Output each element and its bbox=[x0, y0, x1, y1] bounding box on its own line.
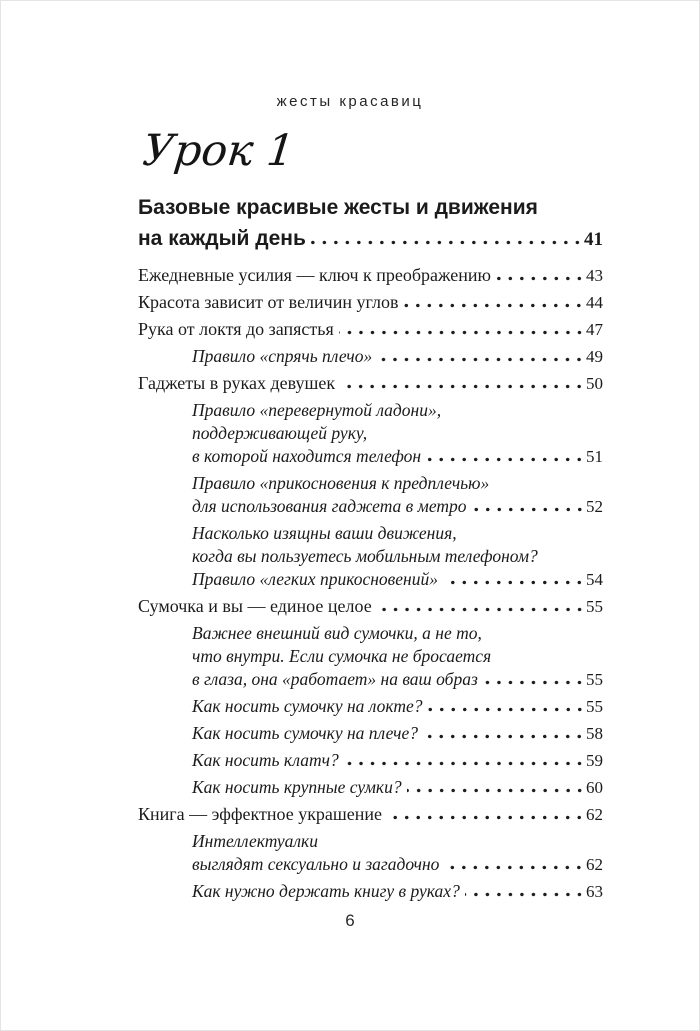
dot-leader bbox=[428, 707, 586, 712]
toc-entry bbox=[138, 264, 603, 287]
dot-leader bbox=[496, 276, 585, 281]
toc-entry-row bbox=[192, 695, 603, 718]
toc-entry-row bbox=[138, 223, 603, 255]
toc-entry-line: поддерживающей руку, bbox=[192, 423, 368, 443]
toc-entry bbox=[138, 318, 603, 341]
toc-entry-page: 59 bbox=[586, 751, 603, 770]
toc-entry-row bbox=[192, 853, 603, 876]
toc-entry-line: Правило «перевернутой ладони», bbox=[192, 400, 442, 420]
toc-entry-row bbox=[138, 318, 603, 341]
toc-entry-page: 63 bbox=[586, 882, 603, 901]
toc-entry-title: в которой находится телефон bbox=[192, 446, 422, 466]
toc-entry bbox=[138, 776, 603, 799]
lesson-heading: Урок 1 bbox=[140, 126, 297, 176]
toc-entry-page: 55 bbox=[586, 697, 603, 716]
toc-entry-title: Сумочка и вы — единое целое bbox=[138, 596, 372, 616]
dot-leader bbox=[443, 580, 585, 585]
toc-entry-title: Как носить сумочку на плече? bbox=[192, 723, 419, 743]
toc-entry-page: 41 bbox=[584, 229, 603, 250]
toc-entry-line: Правило «прикосновения к предплечью» bbox=[192, 473, 490, 493]
toc-entry-row bbox=[192, 776, 603, 799]
toc-entry-title: для использования гаджета в метро bbox=[192, 496, 467, 516]
toc-entry-page: 55 bbox=[586, 597, 603, 616]
toc-entry-row bbox=[192, 722, 603, 745]
dot-leader bbox=[339, 330, 585, 335]
toc-entry-title: выглядят сексуально и загадочно bbox=[192, 854, 440, 874]
toc-entry-title: в глаза, она «работает» на ваш образ bbox=[192, 669, 478, 689]
toc-entry-row bbox=[138, 803, 603, 826]
dot-leader bbox=[483, 680, 585, 685]
dot-leader bbox=[426, 457, 585, 462]
toc-entry bbox=[138, 472, 603, 518]
toc-entry-row bbox=[192, 880, 603, 903]
toc-entry-title: Рука от локтя до запястья bbox=[138, 319, 334, 339]
toc-entry-page: 62 bbox=[586, 855, 603, 874]
toc-entry bbox=[138, 399, 603, 468]
toc-entry-row bbox=[192, 345, 603, 368]
dot-leader bbox=[311, 240, 583, 245]
toc-entry-row bbox=[192, 568, 603, 591]
toc-entry-title: Как носить клатч? bbox=[192, 750, 339, 770]
dot-leader bbox=[387, 815, 585, 820]
toc-entry-page: 49 bbox=[586, 347, 603, 366]
toc-entry-title: Правило «легких прикосновений» bbox=[192, 569, 438, 589]
toc-entry-title: Ежедневные усилия — ключ к преображению bbox=[138, 265, 491, 285]
toc-entry-row bbox=[138, 595, 603, 618]
toc-entry bbox=[138, 192, 603, 255]
toc-entry-page: 44 bbox=[586, 293, 603, 312]
toc-entry-title: Правило «спрячь плечо» bbox=[192, 346, 373, 366]
toc-entry-line: когда вы пользуетесь мобильным телефоном? bbox=[192, 546, 538, 566]
toc-entry-page: 62 bbox=[586, 805, 603, 824]
toc-entry-page: 55 bbox=[586, 670, 603, 689]
toc-entry-line: Интеллектуалки bbox=[192, 831, 318, 851]
toc-entry-line: Насколько изящны ваши движения, bbox=[192, 523, 457, 543]
dot-leader bbox=[344, 761, 585, 766]
dot-leader bbox=[407, 788, 585, 793]
toc-entry bbox=[138, 291, 603, 314]
toc-entry-row bbox=[138, 264, 603, 287]
toc-entry bbox=[138, 880, 603, 903]
toc-entry bbox=[138, 830, 603, 876]
toc-entry-row bbox=[192, 668, 603, 691]
toc-entry-row bbox=[192, 495, 603, 518]
toc-entry bbox=[138, 695, 603, 718]
toc-entry-row bbox=[138, 291, 603, 314]
dot-leader bbox=[377, 607, 585, 612]
toc-entry-title: Красота зависит от величин углов bbox=[138, 292, 399, 312]
toc-entry-title: на каждый день bbox=[138, 227, 306, 250]
toc-entry bbox=[138, 749, 603, 772]
toc-entry-title: Как носить крупные сумки? bbox=[192, 777, 402, 797]
dot-leader bbox=[403, 303, 585, 308]
dot-leader bbox=[340, 384, 585, 389]
toc-entry-row bbox=[138, 372, 603, 395]
toc-entry bbox=[138, 522, 603, 591]
toc-entry-title: Книга — эффектное украшение bbox=[138, 804, 383, 824]
dot-leader bbox=[444, 865, 585, 870]
toc-entry-line: Важнее внешний вид сумочки, а не то, bbox=[192, 623, 482, 643]
dot-leader bbox=[472, 507, 586, 512]
toc-entry-page: 47 bbox=[586, 320, 603, 339]
toc-entry-row bbox=[192, 445, 603, 468]
toc-entry-title: Как нужно держать книгу в руках? bbox=[192, 881, 460, 901]
toc-entry bbox=[138, 622, 603, 691]
page-number: 6 bbox=[345, 911, 355, 930]
toc-entry-title: Как носить сумочку на локте? bbox=[192, 696, 423, 716]
toc-entry-page: 52 bbox=[586, 497, 603, 516]
table-of-contents bbox=[138, 192, 603, 907]
toc-entry bbox=[138, 595, 603, 618]
toc-entry bbox=[138, 372, 603, 395]
toc-entry-line: что внутри. Если сумочка не бросается bbox=[192, 646, 492, 666]
toc-entry bbox=[138, 803, 603, 826]
dot-leader bbox=[423, 734, 585, 739]
toc-entry-row bbox=[192, 749, 603, 772]
toc-entry bbox=[138, 345, 603, 368]
toc-entry-page: 58 bbox=[586, 724, 603, 743]
toc-entry-line: Базовые красивые жесты и движения bbox=[138, 196, 538, 219]
dot-leader bbox=[465, 892, 585, 897]
toc-entry-title: Гаджеты в руках девушек bbox=[138, 373, 336, 393]
toc-entry-page: 51 bbox=[586, 447, 603, 466]
toc-entry-page: 54 bbox=[586, 570, 603, 589]
running-head: жесты красавиц bbox=[276, 93, 424, 110]
toc-entry-page: 50 bbox=[586, 374, 603, 393]
toc-entry bbox=[138, 722, 603, 745]
toc-entry-page: 43 bbox=[586, 266, 603, 285]
toc-entry-page: 60 bbox=[586, 778, 603, 797]
dot-leader bbox=[377, 357, 585, 362]
